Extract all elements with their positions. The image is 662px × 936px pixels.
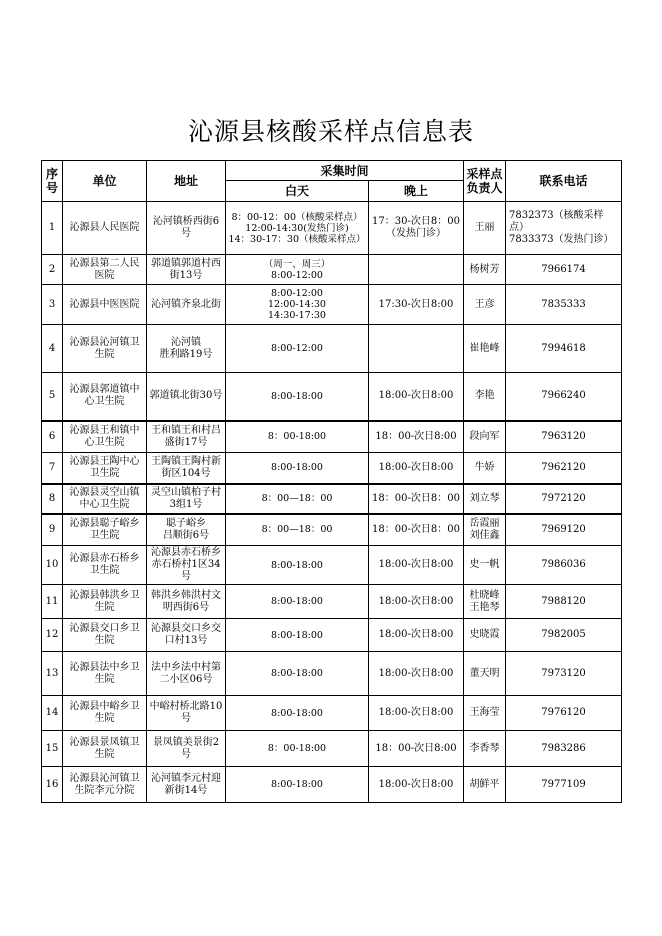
table-row — [42, 484, 622, 514]
cell-phone: 7973120 — [506, 652, 622, 696]
cell-unit: 沁源县聪子峪乡卫生院 — [63, 514, 147, 546]
cell-unit: 沁源县交口乡卫生院 — [63, 619, 147, 652]
cell-night: 18:00-次日8:00 — [369, 652, 464, 696]
cell-day: 8：00-18:00 — [226, 421, 369, 453]
cell-day: 8:00-18:00 — [226, 619, 369, 652]
table-row — [42, 696, 622, 731]
cell-unit: 沁源县景凤镇卫生院 — [63, 731, 147, 767]
cell-seq: 10 — [42, 546, 63, 585]
cell-unit: 沁源县人民医院 — [63, 202, 147, 255]
cell-person: 杜晓峰 王艳琴 — [464, 585, 506, 619]
header-phone: 联系电话 — [506, 161, 622, 202]
cell-night: 18:00-次日8:00 — [369, 373, 464, 421]
table-row — [42, 285, 622, 325]
cell-day: 8:00-18:00 — [226, 373, 369, 421]
cell-night: 18:00-次日8:00 — [369, 767, 464, 803]
sampling-sites-table — [41, 160, 622, 803]
cell-person: 岳霞丽 刘佳鑫 — [464, 514, 506, 546]
cell-night: 17:30-次日8:00 — [369, 285, 464, 325]
cell-seq: 15 — [42, 731, 63, 767]
cell-phone: 7983286 — [506, 731, 622, 767]
cell-phone: 7966174 — [506, 255, 622, 285]
cell-day: 8：00—18：00 — [226, 514, 369, 546]
cell-phone: 7976120 — [506, 696, 622, 731]
cell-address: 沁源县赤石桥乡赤石桥村1区34号 — [147, 546, 226, 585]
cell-seq: 8 — [42, 484, 63, 514]
cell-seq: 3 — [42, 285, 63, 325]
cell-night: 18:00-次日8:00 — [369, 546, 464, 585]
cell-seq: 16 — [42, 767, 63, 803]
cell-phone: 7962120 — [506, 453, 622, 484]
cell-seq: 11 — [42, 585, 63, 619]
header-person: 采样点 负责人 — [464, 161, 506, 202]
cell-phone: 7988120 — [506, 585, 622, 619]
table-row — [42, 731, 622, 767]
cell-person: 胡鲜平 — [464, 767, 506, 803]
table-row — [42, 421, 622, 453]
cell-address: 沁河镇桥西街6号 — [147, 202, 226, 255]
cell-day: 8:00-12:00 — [226, 325, 369, 373]
cell-person: 李香琴 — [464, 731, 506, 767]
table-row — [42, 325, 622, 373]
cell-phone: 7835333 — [506, 285, 622, 325]
cell-unit: 沁源县灵空山镇中心卫生院 — [63, 484, 147, 514]
cell-person: 刘立琴 — [464, 484, 506, 514]
cell-seq: 2 — [42, 255, 63, 285]
header-night: 晚上 — [369, 181, 464, 202]
cell-person: 杨树芳 — [464, 255, 506, 285]
cell-phone: 7986036 — [506, 546, 622, 585]
cell-address: 聪子峪乡 吕顺街6号 — [147, 514, 226, 546]
cell-address: 沁河镇齐泉北街 — [147, 285, 226, 325]
cell-unit: 沁源县中峪乡卫生院 — [63, 696, 147, 731]
cell-day: 8:00-18:00 — [226, 652, 369, 696]
cell-person: 牛娇 — [464, 453, 506, 484]
cell-person: 崔艳峰 — [464, 325, 506, 373]
cell-person: 李艳 — [464, 373, 506, 421]
cell-address: 郭道镇北街30号 — [147, 373, 226, 421]
cell-seq: 9 — [42, 514, 63, 546]
header-seq: 序 号 — [42, 161, 63, 202]
cell-phone: 7994618 — [506, 325, 622, 373]
cell-night: 18：00-次日8:00 — [369, 421, 464, 453]
cell-address: 王陶镇王陶村新街区104号 — [147, 453, 226, 484]
cell-day: 8：00—18：00 — [226, 484, 369, 514]
cell-night — [369, 325, 464, 373]
table-row — [42, 619, 622, 652]
cell-day: 8:00-18:00 — [226, 696, 369, 731]
cell-address: 沁河镇李元村迎新街14号 — [147, 767, 226, 803]
cell-phone: 7832373（核酸采样点） 7833373（发热门诊） — [506, 202, 622, 255]
cell-day: 8:00-12:00 12:00-14:30 14:30-17:30 — [226, 285, 369, 325]
table-row — [42, 652, 622, 696]
table-row — [42, 767, 622, 803]
cell-unit: 沁源县韩洪乡卫生院 — [63, 585, 147, 619]
table-row — [42, 202, 622, 255]
cell-seq: 1 — [42, 202, 63, 255]
cell-person: 史晓霞 — [464, 619, 506, 652]
cell-seq: 14 — [42, 696, 63, 731]
cell-day: 8：00-12：00（核酸采样点）12:00-14:30(发热门诊) 14：30-17：30（核酸采样点） — [226, 202, 369, 255]
header-unit: 单位 — [63, 161, 147, 202]
table-row — [42, 514, 622, 546]
cell-seq: 7 — [42, 453, 63, 484]
cell-address: 沁源县交口乡交口村13号 — [147, 619, 226, 652]
cell-unit: 沁源县郭道镇中心卫生院 — [63, 373, 147, 421]
cell-phone: 7966240 — [506, 373, 622, 421]
table-row — [42, 546, 622, 585]
cell-night: 18：00-次日8：00 — [369, 484, 464, 514]
cell-night — [369, 255, 464, 285]
cell-unit: 沁源县赤石桥乡卫生院 — [63, 546, 147, 585]
cell-unit: 沁源县沁河镇卫生院 — [63, 325, 147, 373]
cell-night: 18:00-次日8:00 — [369, 619, 464, 652]
cell-night: 17：30-次日8：00（发热门诊） — [369, 202, 464, 255]
cell-address: 郭道镇郭道村西街13号 — [147, 255, 226, 285]
cell-seq: 13 — [42, 652, 63, 696]
cell-unit: 沁源县王和镇中心卫生院 — [63, 421, 147, 453]
cell-phone: 7977109 — [506, 767, 622, 803]
table-row — [42, 255, 622, 285]
table-body — [42, 202, 622, 803]
cell-unit: 沁源县王陶中心卫生院 — [63, 453, 147, 484]
cell-day: 8:00-18:00 — [226, 585, 369, 619]
cell-day: 8:00-18:00 — [226, 546, 369, 585]
cell-person: 王彦 — [464, 285, 506, 325]
cell-phone: 7963120 — [506, 421, 622, 453]
cell-person: 史一帆 — [464, 546, 506, 585]
cell-address: 灵空山镇柏子村3组1号 — [147, 484, 226, 514]
cell-night: 18:00-次日8:00 — [369, 453, 464, 484]
cell-night: 18:00-次日8:00 — [369, 696, 464, 731]
cell-unit: 沁源县法中乡卫生院 — [63, 652, 147, 696]
cell-person: 王海莹 — [464, 696, 506, 731]
cell-unit: 沁源县沁河镇卫生院李元分院 — [63, 767, 147, 803]
cell-seq: 12 — [42, 619, 63, 652]
cell-unit: 沁源县第二人民医院 — [63, 255, 147, 285]
header-collection-time: 采集时间 — [226, 161, 464, 181]
cell-night: 18:00-次日8:00 — [369, 585, 464, 619]
table-row — [42, 585, 622, 619]
cell-day: 8:00-18:00 — [226, 453, 369, 484]
cell-phone: 7982005 — [506, 619, 622, 652]
cell-address: 韩洪乡韩洪村文明西街6号 — [147, 585, 226, 619]
cell-phone: 7969120 — [506, 514, 622, 546]
cell-person: 王丽 — [464, 202, 506, 255]
cell-unit: 沁源县中医医院 — [63, 285, 147, 325]
cell-address: 王和镇王和村吕盛街17号 — [147, 421, 226, 453]
cell-seq: 5 — [42, 373, 63, 421]
cell-day: 8:00-18:00 — [226, 767, 369, 803]
cell-person: 董天明 — [464, 652, 506, 696]
cell-seq: 4 — [42, 325, 63, 373]
cell-day: 8：00-18:00 — [226, 731, 369, 767]
table-row — [42, 453, 622, 484]
page-title: 沁源县核酸采样点信息表 — [187, 117, 474, 146]
cell-address: 沁河镇 胜利路19号 — [147, 325, 226, 373]
cell-day: （周一、周三） 8:00-12:00 — [226, 255, 369, 285]
header-address: 地址 — [147, 161, 226, 202]
cell-person: 段向军 — [464, 421, 506, 453]
cell-address: 景凤镇美景街2号 — [147, 731, 226, 767]
cell-seq: 6 — [42, 421, 63, 453]
cell-address: 中峪村桥北路10号 — [147, 696, 226, 731]
table-row — [42, 373, 622, 421]
cell-night: 18：00-次日8：00 — [369, 514, 464, 546]
cell-address: 法中乡法中村第二小区06号 — [147, 652, 226, 696]
cell-night: 18：00-次日8:00 — [369, 731, 464, 767]
cell-phone: 7972120 — [506, 484, 622, 514]
header-day: 白天 — [226, 181, 369, 202]
